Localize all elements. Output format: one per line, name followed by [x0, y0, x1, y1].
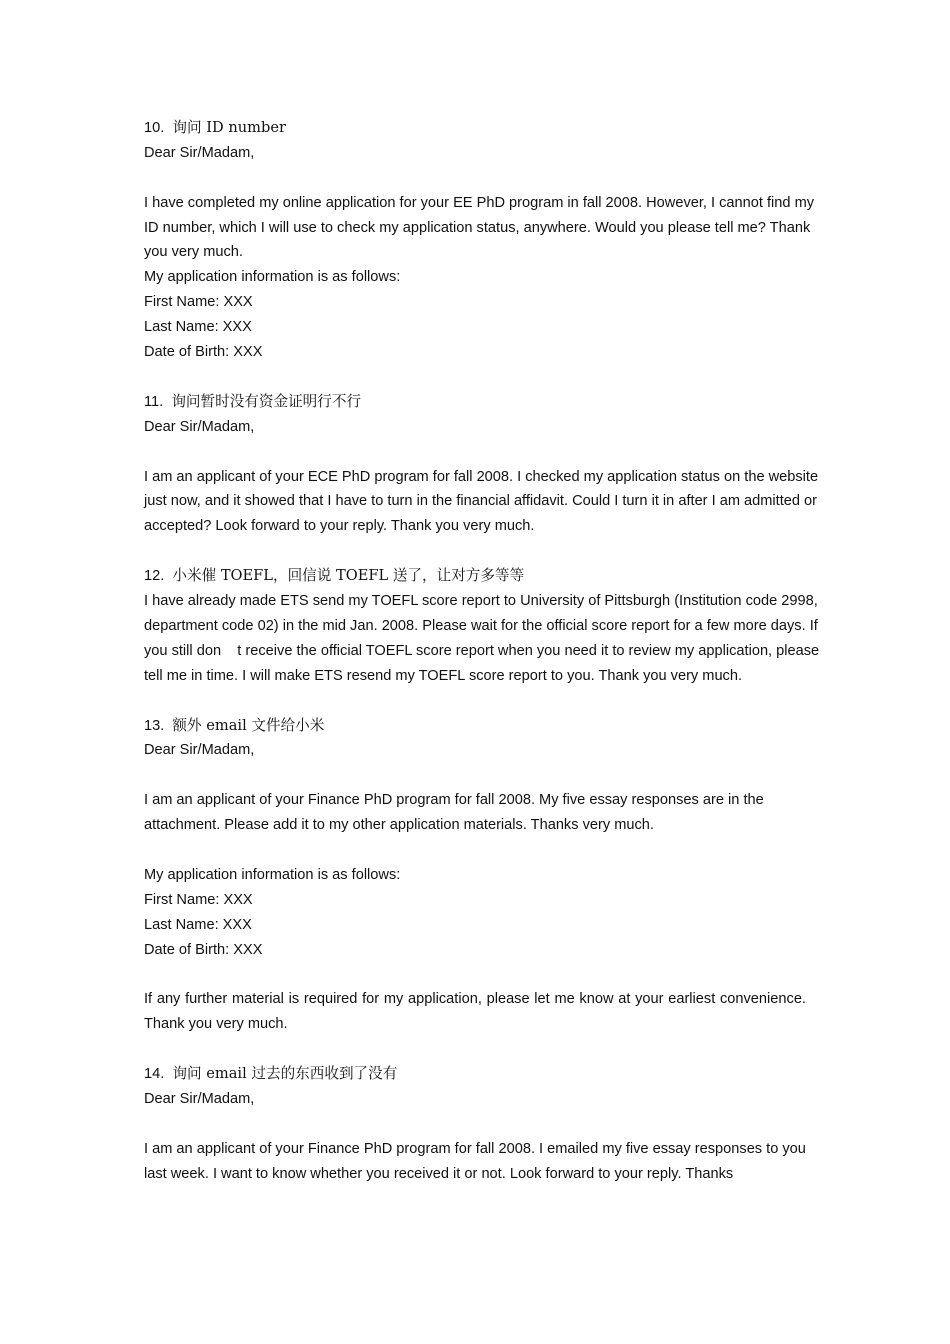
section-heading	[144, 1062, 820, 1087]
blank-line	[144, 689, 820, 714]
paragraph: If any further material is required for my application, please let me know at your earliest convenience. Thank you very much.	[144, 991, 806, 1033]
section-heading	[144, 564, 820, 589]
section-title: 额外 email 文件给小米	[172, 716, 325, 734]
section-number: 14.	[144, 1066, 165, 1083]
section-number: 11.	[144, 393, 164, 410]
blank-line	[144, 440, 820, 465]
blank-line	[144, 1037, 820, 1062]
date-of-birth: Date of Birth: XXX	[144, 344, 263, 361]
section-number: 12.	[144, 568, 165, 585]
document-page	[144, 116, 824, 1187]
greeting: Dear Sir/Madam,	[144, 418, 255, 435]
blank-line	[144, 365, 820, 390]
greeting: Dear Sir/Madam,	[144, 144, 255, 161]
section-title: 小米催 TOEFL，回信说 TOEFL 送了，让对方多等等	[172, 567, 525, 585]
info-title: My application information is as follows:	[144, 866, 401, 883]
blank-line	[144, 539, 820, 564]
section-title: 询问 ID number	[172, 119, 286, 136]
section-title: 询问暂时没有资金证明行不行	[171, 392, 362, 410]
blank-line	[144, 166, 820, 191]
paragraph: I have completed my online application for your EE PhD program in fall 2008. However, I cannot find my ID number, which I will use to check my application status, anywhere. Would you please tell me? Thank you very much.	[144, 194, 815, 261]
section-number: 13.	[144, 717, 165, 734]
paragraph: I have already made ETS send my TOEFL score report to University of Pittsburgh (Institution code 2998, department code 02) in the mid Jan. 2008. Please wait for the official score report for a few more days. If you still don t receive the official TOEFL score report when you need it to review my application, please tell me in time. I will make ETS resend my TOEFL score report to you. Thank you very much.	[144, 593, 824, 684]
greeting: Dear Sir/Madam,	[144, 742, 255, 759]
section-heading	[144, 390, 820, 415]
blank-line	[144, 763, 820, 788]
paragraph: I am an applicant of your Finance PhD program for fall 2008. I emailed my five essay responses to you last week. I want to know whether you received it or not. Look forward to your reply. Thanks	[144, 1140, 806, 1182]
section-title: 询问 email 过去的东西收到了没有	[172, 1065, 398, 1083]
date-of-birth: Date of Birth: XXX	[144, 941, 263, 958]
blank-line	[144, 838, 820, 863]
section-heading	[144, 714, 820, 739]
section-number: 10.	[144, 120, 165, 136]
greeting: Dear Sir/Madam,	[144, 1090, 255, 1107]
paragraph: I am an applicant of your ECE PhD program for fall 2008. I checked my application status on the website just now, and it showed that I have to turn in the financial affidavit. Could I turn it in after I am admitted or accepted? Look forward to your reply. Thank you very much.	[144, 468, 819, 535]
info-title: My application information is as follows:	[144, 269, 401, 286]
last-name: Last Name: XXX	[144, 916, 252, 933]
first-name: First Name: XXX	[144, 891, 253, 908]
blank-line	[144, 1112, 820, 1137]
blank-line	[144, 962, 820, 987]
first-name: First Name: XXX	[144, 294, 253, 311]
section-heading	[144, 116, 820, 141]
last-name: Last Name: XXX	[144, 319, 252, 336]
paragraph: I am an applicant of your Finance PhD program for fall 2008. My five essay responses are in the attachment. Please add it to my other application materials. Thanks very much.	[144, 792, 764, 834]
